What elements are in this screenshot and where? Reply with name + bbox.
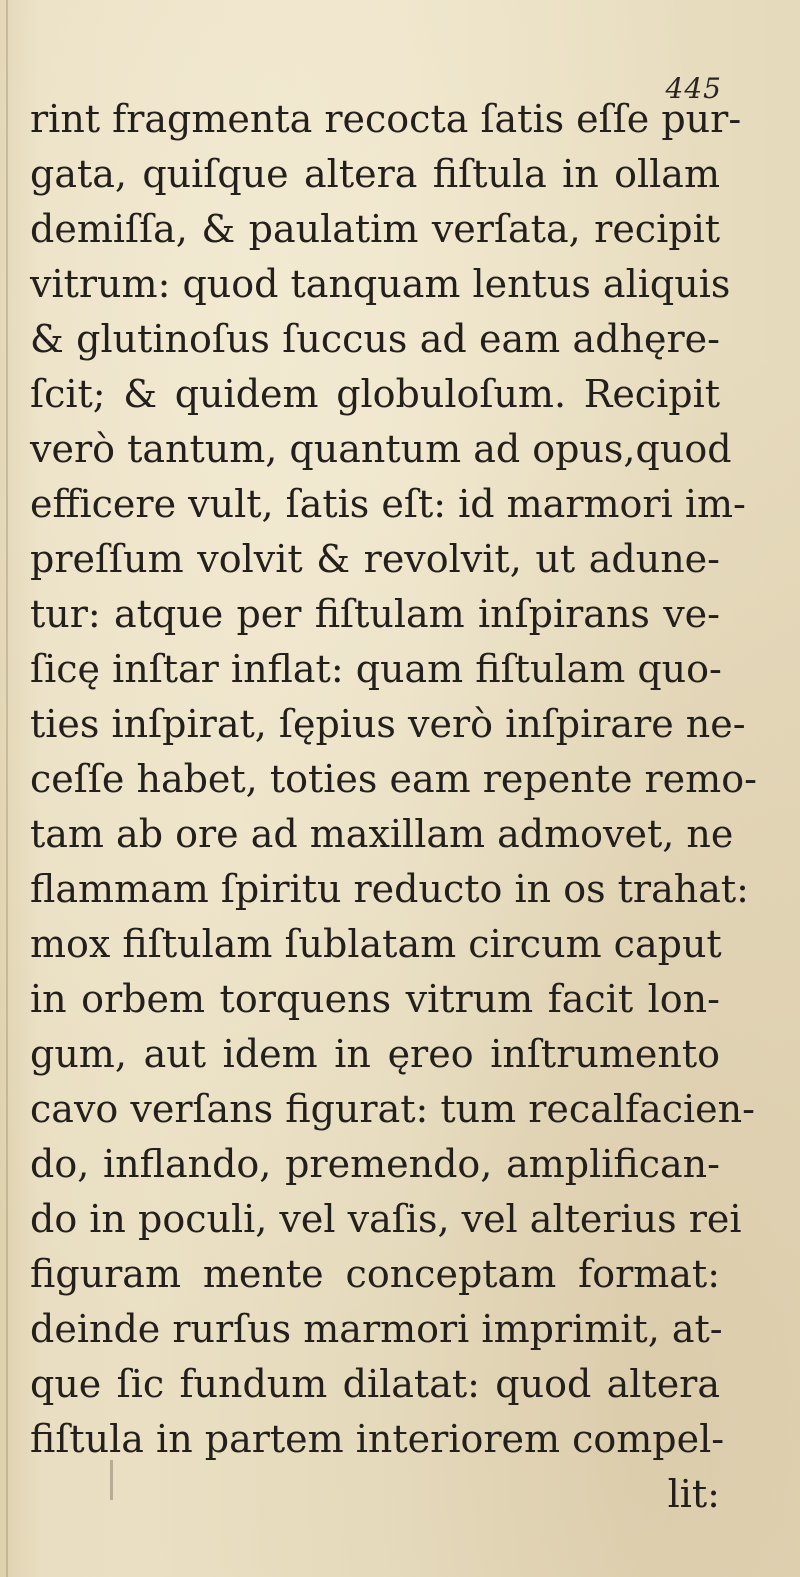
catchword: lit: bbox=[667, 1472, 720, 1516]
text-line: do, inflando, premendo, amplifican- bbox=[30, 1142, 720, 1186]
text-line: gata, quiſque altera fiſtula in ollam bbox=[30, 152, 720, 196]
text-line: figuram mente conceptam format: bbox=[30, 1252, 720, 1296]
text-line: ſcit; & quidem globuloſum. Recipit bbox=[30, 372, 720, 416]
page-gutter bbox=[6, 0, 8, 1577]
text-line: ceſſe habet, toties eam repente remo- bbox=[30, 757, 757, 801]
page-number: 445 bbox=[665, 72, 722, 105]
text-line: que ſic fundum dilatat: quod altera bbox=[30, 1362, 720, 1406]
text-line: deinde rurſus marmori imprimit, at- bbox=[30, 1307, 723, 1351]
text-line: vitrum: quod tanquam lentus aliquis bbox=[30, 262, 731, 306]
text-line: tam ab ore ad maxillam admovet, ne bbox=[30, 812, 734, 856]
text-line: demiſſa, & paulatim verſata, recipit bbox=[30, 207, 720, 251]
paper-mark bbox=[110, 1460, 113, 1500]
text-line: efficere vult, ſatis eſt: id marmori im- bbox=[30, 482, 746, 526]
text-line: fiſtula in partem interiorem compel- bbox=[30, 1417, 725, 1461]
text-line: gum, aut idem in ęreo inſtrumento bbox=[30, 1032, 720, 1076]
text-line: tur: atque per fiſtulam inſpirans ve- bbox=[30, 592, 720, 636]
text-line: in orbem torquens vitrum facit lon- bbox=[30, 977, 720, 1021]
body-text bbox=[30, 92, 757, 1522]
text-line: mox fiſtulam ſublatam circum caput bbox=[30, 922, 722, 966]
text-line: rint fragmenta recocta ſatis eſſe pur- bbox=[30, 97, 742, 141]
text-line: preſſum volvit & revolvit, ut adune- bbox=[30, 537, 720, 581]
text-line: cavo verſans figurat: tum recalfacien- bbox=[30, 1087, 755, 1131]
text-line: ſicę inſtar inflat: quam fiſtulam quo- bbox=[30, 647, 722, 691]
text-line: & glutinoſus ſuccus ad eam adhęre- bbox=[30, 317, 720, 361]
text-line: flammam ſpiritu reducto in os trahat: bbox=[30, 867, 749, 911]
text-line: do in poculi, vel vaſis, vel alterius rei bbox=[30, 1197, 742, 1241]
text-line: ties inſpirat, ſępius verò inſpirare ne- bbox=[30, 702, 746, 746]
text-line: verò tantum, quantum ad opus,quod bbox=[30, 427, 732, 471]
